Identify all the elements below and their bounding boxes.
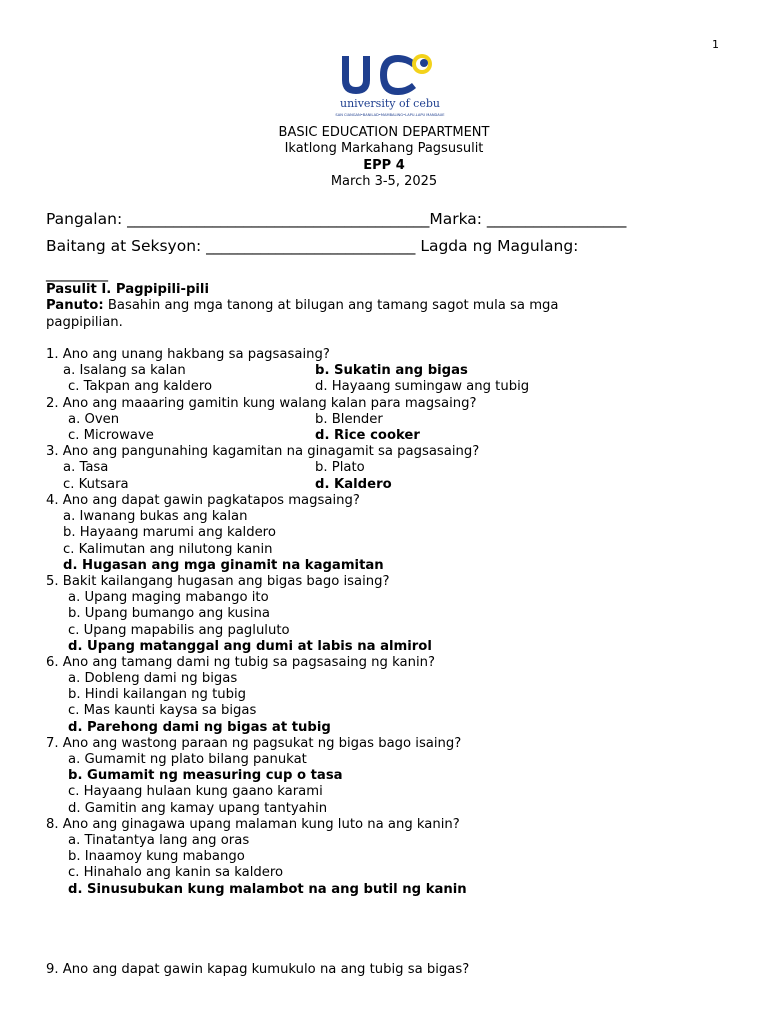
choice-c: c. Kutsara (63, 476, 129, 492)
university-logo (320, 50, 460, 120)
choice-b: b. Gumamit ng measuring cup o tasa (68, 768, 343, 784)
question-block (46, 493, 746, 898)
instruction-continued: pagpipilian. (46, 314, 123, 330)
choice-a: a. Dobleng dami ng bigas (68, 671, 238, 687)
choice-d: d. Gamitin ang kamay upang tantyahin (68, 800, 328, 816)
choice-d: d. Sinusubukan kung malambot na ang butil ng kanin (68, 881, 467, 897)
choice-a: a. Oven (68, 411, 120, 427)
choice-c: c. Kalimutan ang nilutong kanin (63, 541, 273, 557)
document-header (0, 125, 768, 190)
choice-a: a. Tasa (63, 460, 109, 476)
choice-b: b. Blender (315, 411, 383, 427)
svg-text:SAN CIANGAN•BANILAD•MAMBALING•: SAN CIANGAN•BANILAD•MAMBALING•LAPU-LAPU MANDAUE (335, 113, 445, 117)
choice-d: d. Upang matanggal ang dumi at labis na almirol (68, 638, 432, 654)
choice-c: c. Upang mapabilis ang pagluluto (68, 622, 290, 638)
subject-title: EPP 4 (363, 157, 405, 173)
department-name: BASIC EDUCATION DEPARTMENT (278, 125, 490, 140)
question-block (46, 347, 746, 493)
choice-d: d. Parehong dami ng bigas at tubig (68, 719, 331, 735)
choice-d: d. Kaldero (315, 476, 392, 492)
question-text: 9. Ano ang dapat gawin kapag kumukulo na ang tubig sa bigas? (46, 962, 470, 977)
choice-d: d. Rice cooker (315, 427, 420, 443)
question-text: 6. Ano ang tamang dami ng tubig sa pagsasaing ng kanin? (46, 654, 435, 670)
instruction-text: Basahin ang mga tanong at bilugan ang tamang sagot mula sa mga (103, 298, 559, 314)
question-text: 7. Ano ang wastong paraan ng pagsukat ng bigas bago isaing? (46, 735, 462, 751)
exam-title: Ikatlong Markahang Pagsusulit (284, 141, 484, 157)
name-score-line: Pangalan: _______________________________________Marka: __________________ (46, 210, 627, 228)
question-text: 5. Bakit kailangang hugasan ang bigas bago isaing? (46, 573, 390, 589)
choice-b: b. Sukatin ang bigas (315, 363, 468, 379)
section-title: Pasulit I. Pagpipili-pili (46, 282, 209, 297)
choice-c: c. Takpan ang kaldero (68, 379, 213, 395)
question-text: 2. Ano ang maaaring gamitin kung walang kalan para magsaing? (46, 395, 477, 411)
choice-a: a. Isalang sa kalan (63, 363, 186, 379)
choice-a: a. Iwanang bukas ang kalan (63, 509, 248, 525)
question-text: 3. Ano ang pangunahing kagamitan na ginagamit sa pagsasaing? (46, 444, 480, 460)
question-text: 1. Ano ang unang hakbang sa pagsasaing? (46, 347, 330, 362)
choice-d: d. Hugasan ang mga ginamit na kagamitan (63, 557, 384, 573)
choice-c: c. Mas kaunti kaysa sa bigas (68, 703, 257, 719)
svg-text:university of cebu: university of cebu (340, 97, 440, 110)
page-number: 1 (712, 38, 719, 51)
choice-d: d. Hayaang sumingaw ang tubig (315, 379, 530, 395)
choice-b: b. Plato (315, 460, 365, 476)
question-text: 4. Ano ang dapat gawin pagkatapos magsaing? (46, 493, 360, 508)
question-text: 8. Ano ang ginagawa upang malaman kung luto na ang kanin? (46, 816, 460, 832)
section-header (46, 282, 559, 331)
choice-a: a. Tinatantya lang ang oras (68, 832, 250, 848)
choice-b: b. Inaamoy kung mabango (68, 849, 245, 865)
grade-signature-line: Baitang at Seksyon: ___________________________ Lagda ng Magulang: (46, 237, 579, 255)
choice-b: b. Hayaang marumi ang kaldero (63, 525, 276, 541)
exam-date: March 3-5, 2025 (330, 173, 438, 189)
instructions (46, 298, 559, 314)
question-block (46, 962, 746, 978)
signature-blank: ________ (46, 264, 108, 282)
choice-a: a. Gumamit ng plato bilang panukat (68, 752, 307, 767)
choice-c: c. Hinahalo ang kanin sa kaldero (68, 865, 284, 881)
instruction-label: Panuto: (46, 298, 104, 314)
choice-b: b. Hindi kailangan ng tubig (68, 687, 247, 703)
choice-c: c. Microwave (68, 427, 154, 443)
choice-b: b. Upang bumango ang kusina (68, 606, 270, 622)
choice-c: c. Hayaang hulaan kung gaano karami (68, 784, 323, 800)
choice-a: a. Upang maging mabango ito (68, 590, 269, 606)
student-info-fields (46, 206, 626, 287)
